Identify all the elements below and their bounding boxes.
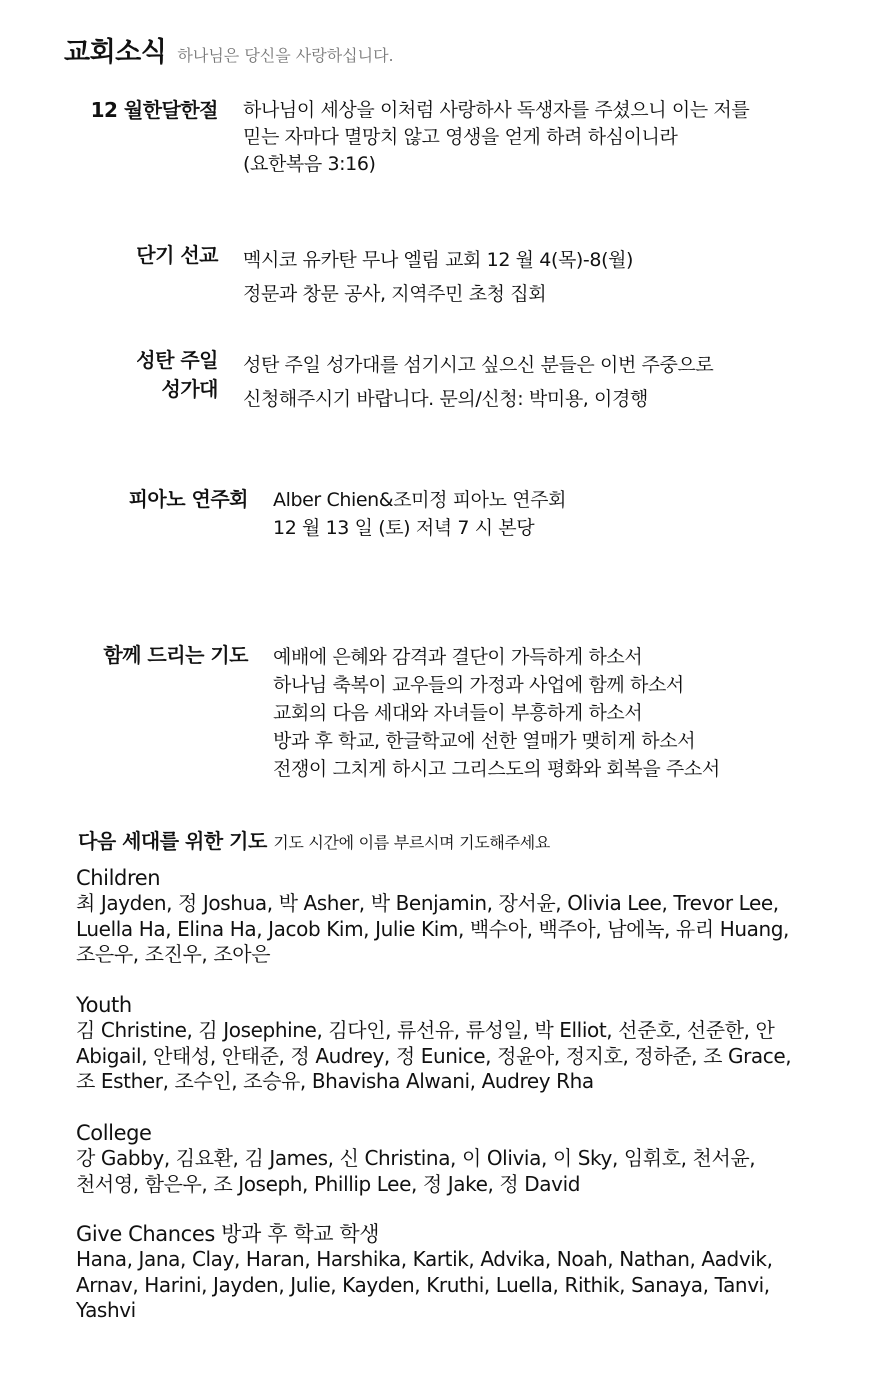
page-subtitle: 하나님은 당신을 사랑하십니다. (177, 46, 394, 65)
item-body-short-term-mission (243, 243, 633, 311)
text-line: 방과 후 학교, 한글학교에 선한 열매가 맺히게 하소서 (273, 730, 696, 752)
next-gen-title: 다음 세대를 위한 기도 (78, 829, 267, 853)
label-line: 성가대 (161, 377, 218, 401)
text-line: 정문과 창문 공사, 지역주민 초청 집회 (243, 283, 547, 305)
item-label-piano-recital: 피아노 연주회 (128, 487, 248, 511)
text-line: 전쟁이 그치게 하시고 그리스도의 평화와 회복을 주소서 (273, 758, 720, 780)
group-names: 김 Christine, 김 Josephine, 김다인, 류선유, 류성일, 박 Elliot, 선준호, 선준한, 안 Abigail, 안태성, 안태준, 정 Audrey, 정 Eunice, 정윤아, 정지호, 정하준, 조 Grace, 조 Esther, 조수인, 조승유, Bhavisha Alwani, Audrey Rha (76, 1018, 792, 1093)
item-body-prayer (273, 643, 720, 783)
next-gen-note: 기도 시간에 이름 부르시며 기도해주세요 (273, 833, 551, 852)
text-line: 멕시코 유카탄 무나 엘림 교회 12 월 4(목)-8(월) (243, 249, 634, 271)
group-children (76, 866, 836, 968)
group-names: 강 Gabby, 김요환, 김 James, 신 Christina, 이 Olivia, 이 Sky, 임휘호, 천서윤, 천서영, 함은우, 조 Joseph, Phillip Lee, 정 Jake, 정 David (76, 1146, 756, 1196)
item-label-christmas-choir (40, 346, 218, 404)
group-title: Give Chances 방과 후 학교 학생 (76, 1222, 380, 1246)
item-label-prayer: 함께 드리는 기도 (103, 643, 248, 667)
text-line: 예배에 은혜와 감격과 결단이 가득하게 하소서 (273, 646, 643, 668)
label-line: 성탄 주일 (136, 348, 218, 372)
next-gen-heading (78, 825, 550, 854)
text-line: Alber Chien&조미정 피아노 연주회 (273, 489, 567, 511)
item-body-christmas-choir (243, 348, 713, 416)
text-line: 믿는 자마다 멸망치 않고 영생을 얻게 하려 하심이니라 (243, 126, 678, 148)
group-give-chances (76, 1222, 836, 1324)
page-title: 교회소식 (64, 37, 167, 68)
group-college (76, 1121, 836, 1197)
group-names: Hana, Jana, Clay, Haran, Harshika, Kartik, Advika, Noah, Nathan, Aadvik, Arnav, Harini, Jayden, Julie, Kayden, Kruthi, Luella, Rithik, Sanaya, Tanvi, Yashvi (76, 1247, 773, 1322)
group-title: Children (76, 866, 161, 890)
text-line: 성탄 주일 성가대를 섬기시고 싶으신 분들은 이번 주중으로 (243, 354, 714, 376)
text-line: (요한복음 3:16) (243, 153, 376, 175)
text-line: 신청해주시기 바랍니다. 문의/신청: 박미용, 이경행 (243, 388, 648, 410)
group-names: 최 Jayden, 정 Joshua, 박 Asher, 박 Benjamin, 장서윤, Olivia Lee, Trevor Lee, Luella Ha, Elina Ha, Jacob Kim, Julie Kim, 백수아, 백주아, 남에녹, 유리 Huang, 조은우, 조진우, 조아은 (76, 891, 790, 966)
text-line: 하나님이 세상을 이처럼 사랑하사 독생자를 주셨으니 이는 저를 (243, 99, 750, 121)
group-title: College (76, 1121, 152, 1145)
text-line: 12 월 13 일 (토) 저녁 7 시 본당 (273, 517, 535, 539)
group-youth (76, 993, 836, 1095)
item-label-short-term-mission: 단기 선교 (136, 243, 218, 267)
item-body-piano-recital (273, 486, 566, 542)
group-title: Youth (76, 993, 132, 1017)
item-label-monthly-verse: 12 월한달한절 (90, 98, 218, 122)
text-line: 교회의 다음 세대와 자녀들이 부흥하게 하소서 (273, 702, 643, 724)
page-header (64, 30, 394, 69)
text-line: 하나님 축복이 교우들의 가정과 사업에 함께 하소서 (273, 674, 684, 696)
item-body-monthly-verse (243, 97, 749, 178)
